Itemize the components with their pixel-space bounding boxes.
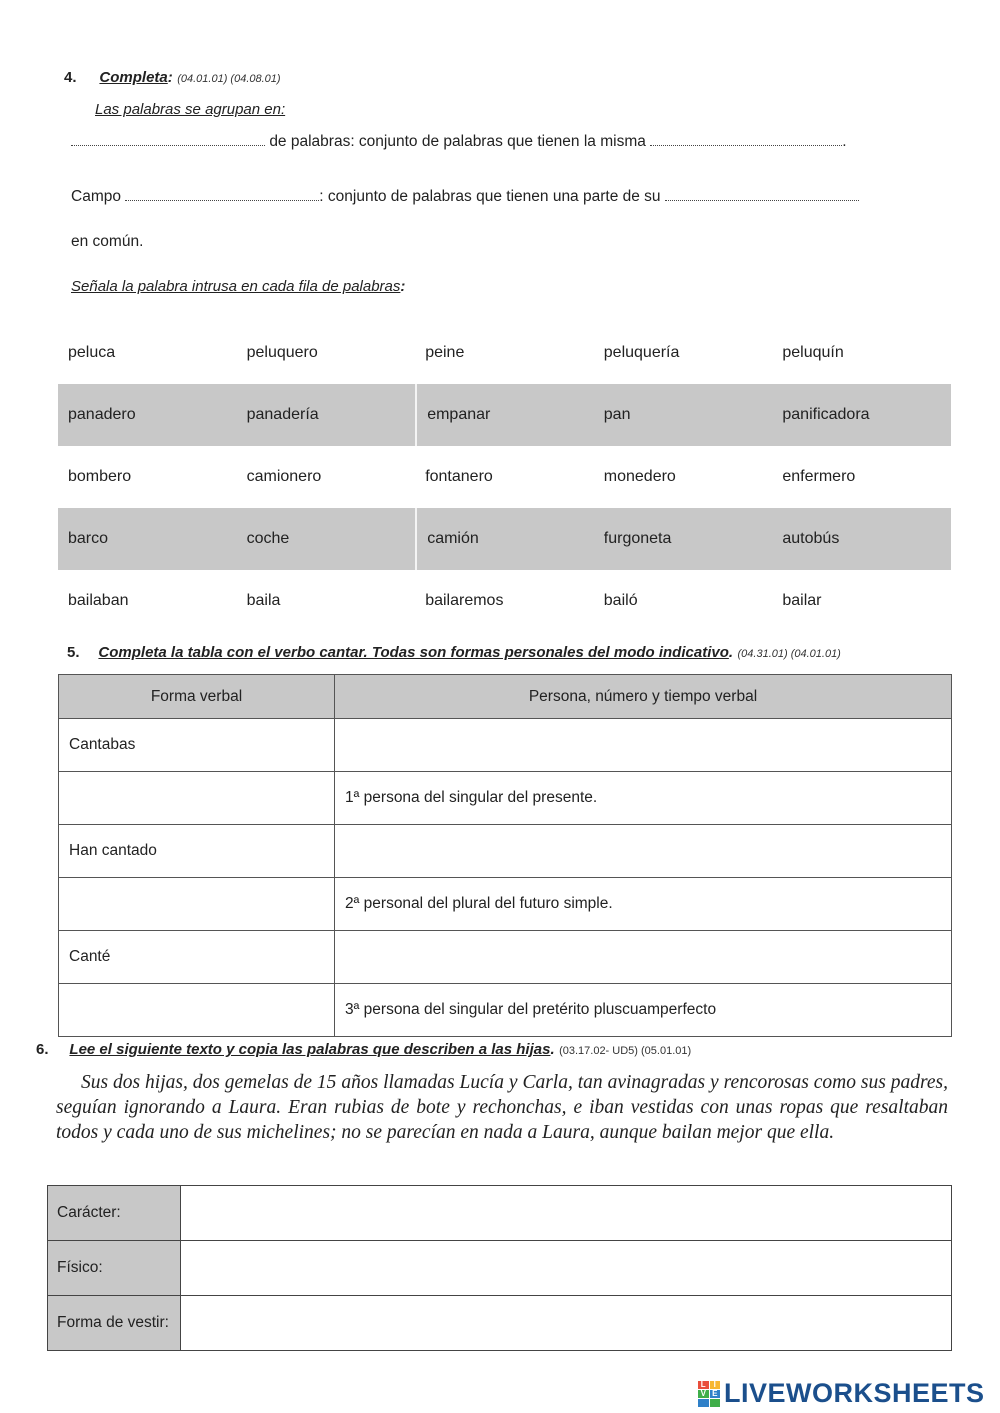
verb-form-cell: Han cantado	[59, 825, 335, 878]
table-row	[59, 772, 952, 825]
description-cell: 2ª personal del plural del futuro simple.	[335, 878, 952, 931]
line1-end: .	[842, 133, 847, 150]
word-option[interactable]: barco	[68, 530, 109, 547]
table-row	[59, 825, 952, 878]
word-option[interactable]: panadería	[246, 406, 319, 423]
answer-cell[interactable]	[335, 719, 952, 772]
answer-cell[interactable]	[59, 878, 335, 931]
section-title-end: .	[550, 1041, 555, 1058]
answer-cell[interactable]	[181, 1186, 952, 1241]
instruction-text: Señala la palabra intrusa en cada fila de palabras	[71, 278, 401, 295]
answer-cell[interactable]	[181, 1296, 952, 1351]
section-number: 4.	[64, 69, 77, 86]
word-option[interactable]: peine	[425, 344, 465, 361]
word-row	[58, 322, 951, 384]
table-row	[59, 878, 952, 931]
fill-line-1	[71, 133, 847, 151]
section-codes: (03.17.02- UD5) (05.01.01)	[559, 1045, 692, 1057]
table-header-row	[59, 675, 952, 719]
line2-text: : conjunto de palabras que tienen una parte de su	[319, 188, 661, 205]
word-option[interactable]: baila	[246, 592, 281, 609]
section-number: 6.	[36, 1041, 49, 1058]
verb-form-cell: Cantabas	[59, 719, 335, 772]
row-label: Forma de vestir:	[48, 1296, 181, 1351]
word-option[interactable]: panificadora	[782, 406, 870, 423]
word-option[interactable]: peluquería	[603, 344, 680, 361]
table-row	[48, 1186, 952, 1241]
instruction-colon: :	[400, 278, 406, 295]
word-option[interactable]: peluca	[68, 344, 116, 361]
word-row	[58, 384, 951, 446]
section-4-subtitle	[95, 101, 285, 119]
word-option[interactable]: furgoneta	[603, 530, 672, 547]
table-row	[59, 931, 952, 984]
blank-input[interactable]	[71, 133, 265, 146]
section-4-heading	[64, 69, 281, 87]
row-label: Físico:	[48, 1241, 181, 1296]
logo-letter: E	[710, 1390, 721, 1398]
word-option[interactable]: bailaban	[68, 592, 129, 609]
section-codes: (04.01.01) (04.08.01)	[177, 73, 281, 85]
line3-text: en común.	[71, 233, 144, 250]
section-5-heading	[67, 644, 841, 662]
line2-start: Campo	[71, 188, 121, 205]
word-option[interactable]: camionero	[246, 468, 322, 485]
table-row	[59, 719, 952, 772]
logo-letter: L	[698, 1381, 709, 1389]
reading-passage	[56, 1070, 948, 1145]
answer-cell[interactable]	[335, 931, 952, 984]
row-label: Carácter:	[48, 1186, 181, 1241]
blank-input[interactable]	[650, 133, 842, 146]
section-title-end: .	[728, 644, 734, 661]
description-cell: 3ª persona del singular del pretérito pluscuamperfecto	[335, 984, 952, 1037]
logo-letter: V	[698, 1390, 709, 1398]
fill-line-3	[71, 233, 143, 251]
section-title: Lee el siguiente texto y copia las palabras que describen a las hijas	[69, 1041, 551, 1058]
subtitle-text: Las palabras se agrupan en:	[95, 101, 286, 118]
word-option[interactable]: bailaremos	[425, 592, 504, 609]
column-header: Forma verbal	[59, 675, 335, 719]
fill-line-2	[71, 188, 859, 206]
section-title: Completa la tabla con el verbo cantar. Todas son formas personales del modo indicativo	[98, 644, 729, 661]
word-option[interactable]: pan	[603, 406, 631, 423]
logo-letter: I	[710, 1381, 721, 1389]
column-header: Persona, número y tiempo verbal	[335, 675, 952, 719]
description-table	[47, 1185, 952, 1351]
verb-table	[58, 674, 952, 1037]
logo-mark-icon	[698, 1381, 720, 1407]
word-option[interactable]: empanar	[415, 384, 594, 446]
intruder-words-table	[58, 322, 951, 632]
blank-input[interactable]	[665, 188, 859, 201]
table-row	[48, 1296, 952, 1351]
brand-name: LIVEWORKSHEETS	[724, 1378, 985, 1408]
answer-cell[interactable]	[181, 1241, 952, 1296]
word-option[interactable]: enfermero	[782, 468, 856, 485]
section-title: Completa	[99, 69, 168, 86]
word-row	[58, 508, 951, 570]
answer-cell[interactable]	[59, 984, 335, 1037]
verb-form-cell: Canté	[59, 931, 335, 984]
blank-input[interactable]	[125, 188, 319, 201]
word-row	[58, 446, 951, 508]
description-cell: 1ª persona del singular del presente.	[335, 772, 952, 825]
word-option[interactable]: bailó	[603, 592, 638, 609]
word-option[interactable]: bailar	[782, 592, 822, 609]
word-option[interactable]: fontanero	[425, 468, 493, 485]
line1-text: de palabras: conjunto de palabras que tienen la misma	[269, 133, 646, 150]
word-option[interactable]: monedero	[603, 468, 676, 485]
word-option[interactable]: panadero	[68, 406, 136, 423]
passage-text: Sus dos hijas, dos gemelas de 15 años llamadas Lucía y Carla, tan avinagradas y rencorosas como sus padres, seguían ignorando a Laura. Eran rubias de bote y rechonchas, e iban vestidas con unas ropas que resaltaban todos y cada uno de sus michelines; no se parecían en nada a Laura, aunque bailan mejor que ella.	[56, 1072, 948, 1143]
word-option[interactable]: coche	[246, 530, 290, 547]
word-option[interactable]: camión	[415, 508, 594, 570]
section-number: 5.	[67, 644, 80, 661]
word-row	[58, 570, 951, 632]
word-option[interactable]: bombero	[68, 468, 132, 485]
word-option[interactable]: peluquín	[782, 344, 844, 361]
answer-cell[interactable]	[335, 825, 952, 878]
table-row	[59, 984, 952, 1037]
section-title-colon: :	[167, 69, 173, 86]
answer-cell[interactable]	[59, 772, 335, 825]
table-row	[48, 1241, 952, 1296]
instruction	[71, 278, 405, 296]
section-codes: (04.31.01) (04.01.01)	[737, 648, 841, 660]
liveworksheets-logo	[698, 1378, 985, 1409]
word-option[interactable]: peluquero	[246, 344, 318, 361]
word-option[interactable]: autobús	[782, 530, 840, 547]
section-6-heading	[36, 1041, 691, 1059]
